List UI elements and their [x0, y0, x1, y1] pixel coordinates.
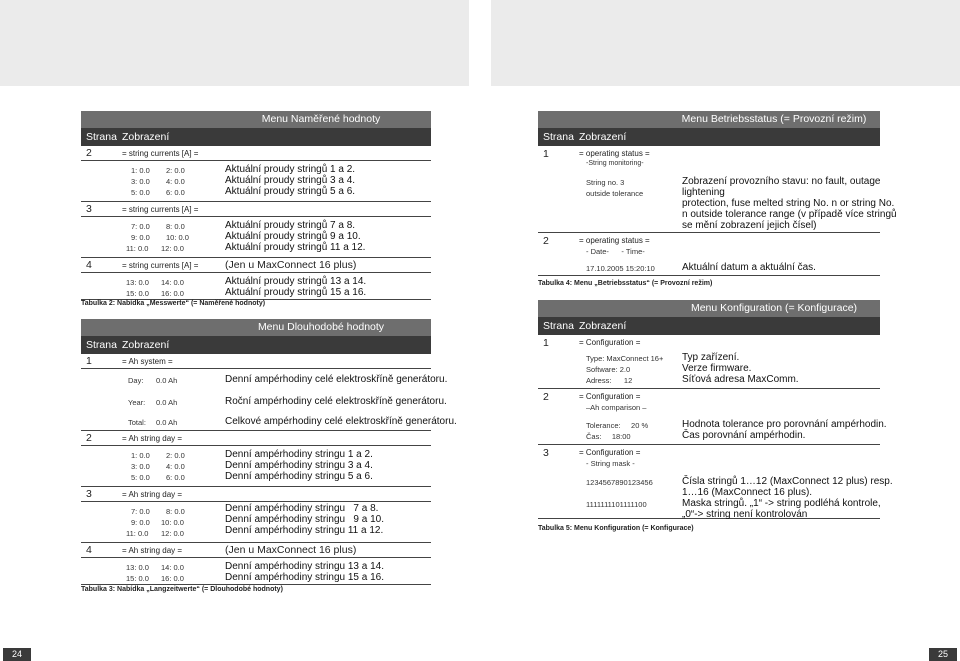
section-label: = Ah system =	[122, 356, 173, 366]
row-desc: Aktuální proudy stringů 15 a 16.	[225, 287, 367, 298]
value-a: 9: 0.0	[131, 233, 150, 242]
value-b: 12: 0.0	[161, 244, 184, 253]
config-desc-1: Čísla stringů 1…12 (MaxConnect 12 plus) resp.	[682, 476, 893, 487]
value-a: 3: 0.0	[131, 177, 150, 186]
value-b: 16: 0.0	[161, 574, 184, 583]
row-desc: Aktuální proudy stringů 11 a 12.	[225, 242, 366, 253]
value-a: 5: 0.0	[131, 188, 150, 197]
row-desc: Aktuální proudy stringů 5 a 6.	[225, 186, 356, 197]
section-number: 2	[86, 147, 92, 159]
section-3	[81, 487, 431, 543]
status-desc-2: lightening	[682, 187, 725, 198]
section-header	[81, 146, 431, 161]
row-desc: Denní ampérhodiny stringu 13 a 14.	[225, 561, 384, 572]
row-desc: Denní ampérhodiny stringu 11 a 12.	[225, 525, 384, 536]
caption-table-3: Tabulka 3: Nabídka „Langzeitwerte“ (= Dlouhodobé hodnoty)	[81, 586, 283, 593]
row-desc: Aktuální proudy stringů 7 a 8.	[225, 220, 356, 231]
value-b: 6: 0.0	[166, 473, 185, 482]
config-line-2: Software: 2.0	[586, 365, 631, 374]
section-label: = Ah string day =	[122, 545, 183, 555]
status-desc-1: Zobrazení provozního stavu: no fault, outage	[682, 176, 881, 187]
config-line-1: Tolerance: 20 %	[586, 421, 649, 430]
row-desc: Denní ampérhodiny stringu 9 a 10.	[225, 514, 384, 525]
section-number: 2	[543, 234, 549, 247]
day-value: 0.0 Ah	[156, 376, 178, 385]
section-1	[538, 146, 897, 233]
table-header	[81, 336, 431, 354]
caption-table-4: Tabulka 4: Menu „Betriebsstatus“ (= Provozní režim)	[538, 280, 713, 287]
section-note: (Jen u MaxConnect 16 plus)	[225, 259, 357, 271]
col-zobrazeni: Zobrazení	[579, 320, 627, 332]
table-header	[81, 128, 431, 146]
total-label: Total:	[128, 418, 146, 427]
section-4	[81, 258, 431, 300]
value-b: 8: 0.0	[166, 507, 185, 516]
value-b: 4: 0.0	[166, 177, 185, 186]
section-label: = Ah string day =	[122, 489, 183, 499]
value-b: 8: 0.0	[166, 222, 185, 231]
section-sublabel: –Ah comparison –	[586, 403, 647, 412]
year-value: 0.0 Ah	[156, 398, 178, 407]
value-b: 10: 0.0	[161, 518, 184, 527]
section-header	[81, 202, 431, 217]
page-gutter	[469, 0, 491, 86]
section-sublabel: -String monitoring-	[586, 160, 644, 167]
row-desc: Denní ampérhodiny stringu 1 a 2.	[225, 449, 373, 460]
section-note: (Jen u MaxConnect 16 plus)	[225, 544, 357, 556]
config-line-2: Čas: 18:00	[586, 432, 631, 441]
value-b: 14: 0.0	[161, 278, 184, 287]
config-desc-3: Síťová adresa MaxComm.	[682, 374, 799, 385]
section-3	[81, 202, 431, 258]
section-number: 4	[86, 544, 92, 556]
value-b: 2: 0.0	[166, 451, 185, 460]
col-strana: Strana	[543, 131, 574, 143]
section-header	[81, 543, 431, 558]
value-b: 16: 0.0	[161, 289, 184, 298]
day-label: Day:	[128, 376, 144, 385]
config-line-1: Type: MaxConnect 16+	[586, 354, 664, 363]
section-label: = operating status =	[579, 236, 650, 245]
section-3	[538, 445, 893, 520]
year-desc: Roční ampérhodiny celé elektroskříně generátoru.	[225, 396, 447, 407]
section-2	[81, 431, 431, 487]
section-2	[81, 146, 431, 202]
section-2	[538, 233, 880, 276]
caption-table-2: Tabulka 2: Nabídka „Messwerte“ (= Naměřené hodnoty)	[81, 300, 266, 307]
row-desc: Aktuální proudy stringů 13 a 14.	[225, 276, 367, 287]
total-value: 0.0 Ah	[156, 418, 178, 427]
value-a: 7: 0.0	[131, 222, 150, 231]
config-desc-4: „0“-> string není kontrolován	[682, 509, 808, 520]
section-number: 1	[543, 147, 549, 160]
col-strana: Strana	[86, 131, 117, 143]
section-4	[81, 543, 431, 585]
status-desc-4: n outside tolerance range (v případě více stringů	[682, 209, 897, 220]
value-a: 3: 0.0	[131, 462, 150, 471]
config-line-3: Adress: 12	[586, 376, 633, 385]
string-mask: 1111111101111100	[586, 500, 647, 509]
section-label: = Configuration =	[579, 392, 641, 401]
value-b: 4: 0.0	[166, 462, 185, 471]
config-desc-1: Typ zařízení.	[682, 352, 740, 363]
section-1	[538, 335, 880, 389]
section-sublabel: - Date- - Time-	[586, 247, 645, 256]
row-desc: Aktuální proudy stringů 1 a 2.	[225, 164, 356, 175]
day-desc: Denní ampérhodiny celé elektroskříně generátoru.	[225, 374, 448, 385]
value-a: 1: 0.0	[131, 166, 150, 175]
config-desc-2: Verze firmware.	[682, 363, 752, 374]
table-configuration	[538, 300, 893, 520]
string-numbers: 1234567890123456	[586, 478, 653, 487]
section-header	[81, 354, 431, 369]
table-long-term-values	[81, 319, 457, 585]
page-number-right: 25	[929, 648, 957, 661]
top-band	[0, 0, 960, 86]
table-measured-values	[81, 111, 431, 300]
row-desc: Aktuální proudy stringů 3 a 4.	[225, 175, 356, 186]
section-header	[538, 233, 880, 248]
section-header	[538, 389, 880, 404]
section-label: = Configuration =	[579, 448, 641, 457]
caption-table-5: Tabulka 5: Menu Konfiguration (= Konfigurace)	[538, 525, 694, 532]
section-label: = operating status =	[579, 149, 650, 158]
section-header	[81, 487, 431, 502]
section-label: = Configuration =	[579, 338, 641, 347]
value-a: 7: 0.0	[131, 507, 150, 516]
value-a: 1: 0.0	[131, 451, 150, 460]
section-2	[538, 389, 887, 445]
value-a: 11: 0.0	[126, 529, 149, 538]
col-strana: Strana	[543, 320, 574, 332]
status-line-2: outside tolerance	[586, 189, 644, 198]
table-title: Menu Konfiguration (= Konfigurace)	[538, 300, 880, 317]
config-desc-3: Maska stringů. „1“ -> string podléhá kontrole,	[682, 498, 881, 509]
section-header	[81, 258, 431, 273]
value-a: 15: 0.0	[126, 289, 149, 298]
section-number: 3	[86, 203, 92, 215]
section-number: 3	[86, 488, 92, 500]
section-header	[81, 431, 431, 446]
section-number: 3	[543, 446, 549, 459]
table-title: Menu Dlouhodobé hodnoty	[81, 319, 431, 336]
datetime-value: 17.10.2005 15:20:10	[586, 264, 655, 273]
config-desc-2: Čas porovnání ampérhodin.	[682, 430, 806, 441]
col-zobrazeni: Zobrazení	[122, 131, 170, 143]
year-label: Year:	[128, 398, 146, 407]
value-b: 2: 0.0	[166, 166, 185, 175]
table-title: Menu Naměřené hodnoty	[81, 111, 431, 128]
col-zobrazeni: Zobrazení	[122, 339, 170, 351]
value-a: 9: 0.0	[131, 518, 150, 527]
row-desc: Denní ampérhodiny stringu 15 a 16.	[225, 572, 384, 583]
value-b: 10: 0.0	[166, 233, 189, 242]
row-desc: Denní ampérhodiny stringu 7 a 8.	[225, 503, 379, 514]
section-label: = Ah string day =	[122, 433, 183, 443]
value-a: 5: 0.0	[131, 473, 150, 482]
value-b: 14: 0.0	[161, 563, 184, 572]
config-desc-2: 1…16 (MaxConnect 16 plus).	[682, 487, 813, 498]
row-desc: Aktuální proudy stringů 9 a 10.	[225, 231, 361, 242]
section-header	[538, 146, 880, 161]
section-label: = string currents [A] =	[122, 204, 199, 214]
value-a: 11: 0.0	[126, 244, 149, 253]
table-operating-status	[538, 111, 897, 276]
value-b: 6: 0.0	[166, 188, 185, 197]
section-1	[81, 354, 457, 431]
value-a: 15: 0.0	[126, 574, 149, 583]
section-header	[538, 445, 880, 460]
value-a: 13: 0.0	[126, 563, 149, 572]
value-a: 13: 0.0	[126, 278, 149, 287]
status-desc-3: protection, fuse melted string No. n or string No.	[682, 198, 895, 209]
col-zobrazeni: Zobrazení	[579, 131, 627, 143]
table-header	[538, 317, 880, 335]
col-strana: Strana	[86, 339, 117, 351]
total-desc: Celkové ampérhodiny celé elektroskříně generátoru.	[225, 416, 457, 427]
row-desc: Denní ampérhodiny stringu 5 a 6.	[225, 471, 373, 482]
table-title: Menu Betriebsstatus (= Provozní režim)	[538, 111, 880, 128]
section-label: = string currents [A] =	[122, 260, 199, 270]
table-header	[538, 128, 880, 146]
section-label: = string currents [A] =	[122, 148, 199, 158]
section-header	[538, 335, 880, 350]
section-number: 2	[543, 390, 549, 403]
section-number: 4	[86, 259, 92, 271]
status-desc-5: se mění zobrazení jejich čísel)	[682, 220, 817, 231]
config-desc-1: Hodnota tolerance pro porovnání ampérhodin.	[682, 419, 887, 430]
value-b: 12: 0.0	[161, 529, 184, 538]
section-sublabel: - String mask -	[586, 459, 635, 468]
datetime-desc: Aktuální datum a aktuální čas.	[682, 262, 816, 273]
row-desc: Denní ampérhodiny stringu 3 a 4.	[225, 460, 373, 471]
section-number: 1	[86, 355, 92, 367]
section-number: 1	[543, 336, 549, 349]
section-number: 2	[86, 432, 92, 444]
page-number-left: 24	[3, 648, 31, 661]
status-line-1: String no. 3	[586, 178, 625, 187]
